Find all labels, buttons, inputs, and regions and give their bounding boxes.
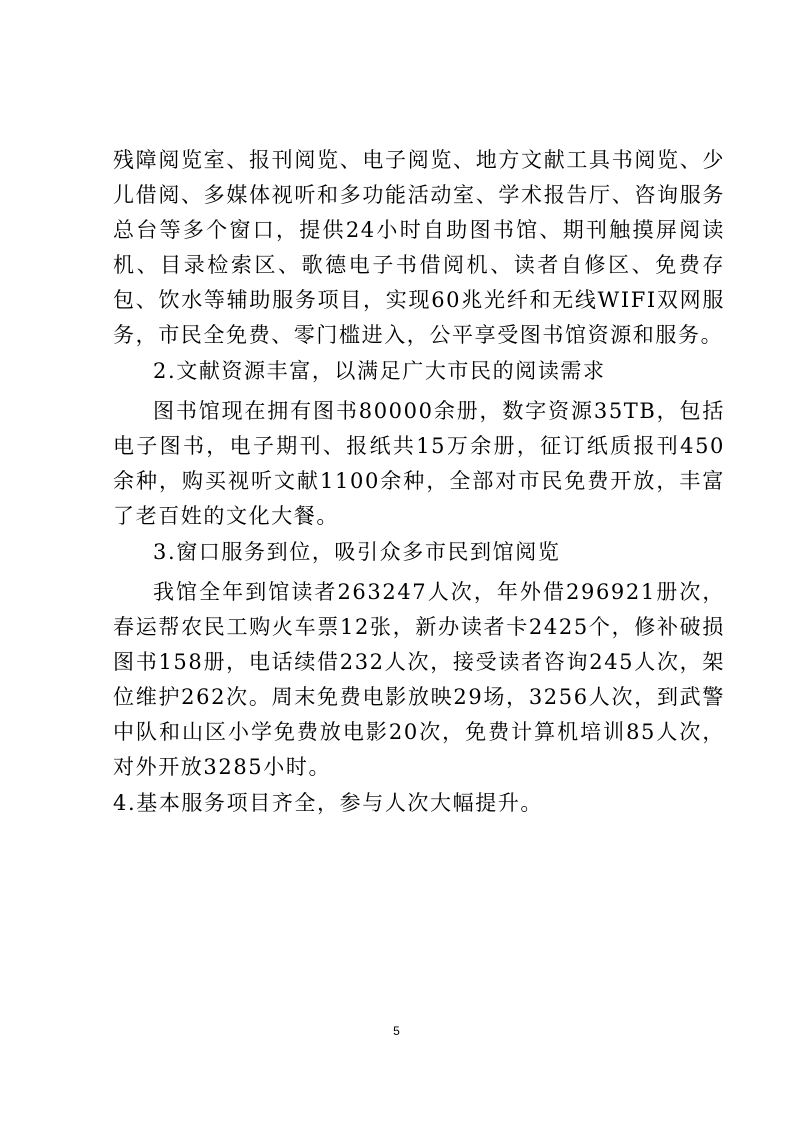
paragraph-basic-services: 4.基本服务项目齐全，参与人次大幅提升。	[113, 791, 544, 815]
paragraph-facilities: 残障阅览室、报刊阅览、电子阅览、地方文献工具书阅览、少儿借阅、多媒体视听和多功能活动室、学术报告厅、咨询服务总台等多个窗口，提供24小时自助图书馆、期刊触摸屏阅读机、目录检索区、歌德电子书借阅机、读者自修区、免费存包、饮水等辅助服务项目，实现60兆光纤和无线WIFI双网服务，市民全免费、零门槛进入，公平享受图书馆资源和服务。	[113, 148, 725, 347]
paragraph-resources: 图书馆现在拥有图书80000余册，数字资源35TB，包括电子图书，电子期刊、报纸共15万余册，征订纸质报刊450余种，购买视听文献1100余种，全部对市民免费开放，丰富了老百姓的文化大餐。	[113, 399, 725, 528]
section-heading-window-service: 3.窗口服务到位，吸引众多市民到馆阅览	[153, 540, 561, 564]
document-body	[113, 143, 725, 821]
paragraph-window-service: 我馆全年到馆读者263247人次，年外借296921册次，春运帮农民工购火车票12张，新办读者卡2425个，修补破损图书158册，电话续借232人次，接受读者咨询245人次，架位维护262次。周末免费电影放映29场，3256人次，到武警中队和山区小学免费放电影20次，免费计算机培训85人次，对外开放3285小时。	[113, 580, 725, 779]
section-heading-resources: 2.文献资源丰富，以满足广大市民的阅读需求	[153, 359, 606, 383]
page-number: 5	[393, 1024, 400, 1038]
